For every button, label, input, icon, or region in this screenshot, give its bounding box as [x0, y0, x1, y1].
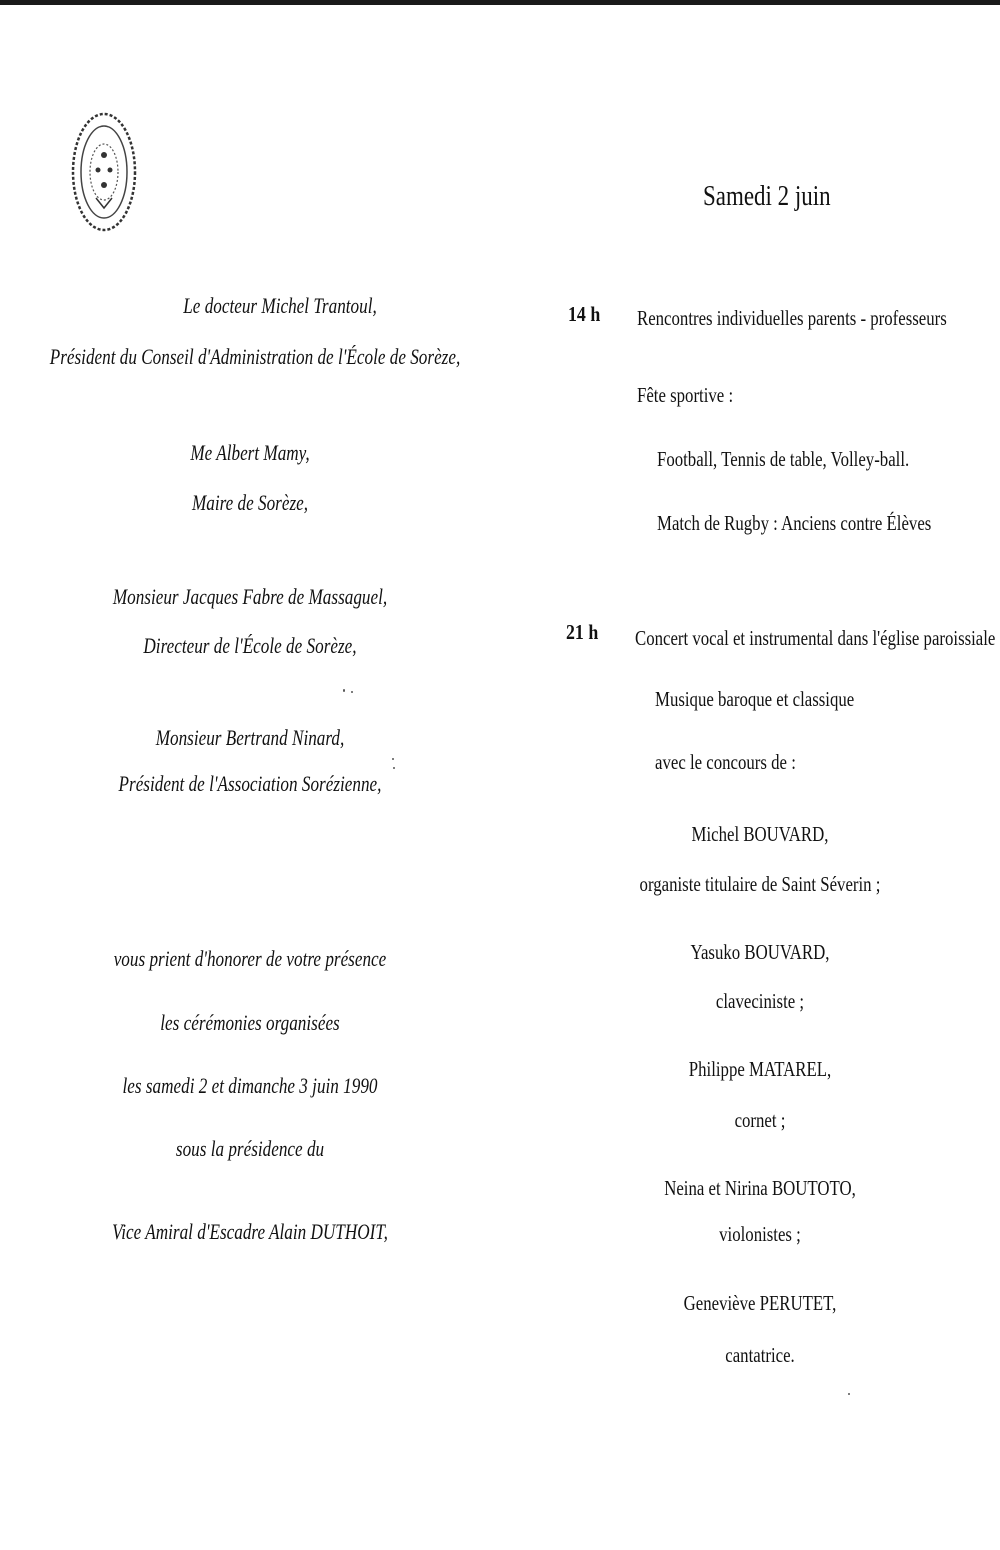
scan-speck: [351, 691, 353, 693]
scan-speck: [392, 758, 394, 760]
performer-role: organiste titulaire de Saint Séverin ;: [639, 872, 881, 896]
performer-name: Neina et Nirina BOUTOTO,: [664, 1176, 856, 1200]
scan-speck: [343, 689, 345, 692]
host-name: Monsieur Bertrand Ninard,: [155, 725, 345, 750]
event-title: Concert vocal et instrumental dans l'église paroissiale: [635, 626, 996, 650]
performer-name: Philippe MATAREL,: [688, 1057, 832, 1081]
invitation-line: sous la présidence du: [175, 1136, 325, 1161]
scan-speck: [848, 1393, 850, 1395]
program-day-heading: Samedi 2 juin: [703, 181, 831, 212]
invitation-line: vous prient d'honorer de votre présence: [113, 946, 387, 971]
invitation-line: les cérémonies organisées: [160, 1010, 340, 1035]
performer-name: Yasuko BOUVARD,: [690, 940, 830, 964]
host-title: Directeur de l'École de Sorèze,: [143, 633, 357, 658]
invitation-line: les samedi 2 et dimanche 3 juin 1990: [122, 1073, 378, 1098]
time-slot: 14 h: [568, 302, 601, 326]
performer-role: violonistes ;: [719, 1222, 801, 1246]
performer-role: claveciniste ;: [715, 989, 805, 1013]
page-top-border: [0, 0, 1000, 5]
event-subtitle: avec le concours de :: [655, 750, 796, 774]
performer-role: cornet ;: [734, 1108, 786, 1132]
scan-speck: [393, 767, 395, 769]
school-seal-logo: [70, 110, 138, 234]
event-item: Football, Tennis de table, Volley-ball.: [657, 447, 910, 471]
host-title: Maire de Sorèze,: [191, 490, 309, 515]
performer-name: Geneviève PERUTET,: [683, 1291, 837, 1315]
event-subtitle: Fête sportive :: [637, 383, 734, 407]
host-name: Le docteur Michel Trantoul,: [183, 293, 377, 318]
host-name: Monsieur Jacques Fabre de Massaguel,: [112, 584, 388, 609]
event-item: Match de Rugby : Anciens contre Élèves: [657, 511, 932, 535]
performer-role: cantatrice.: [725, 1343, 795, 1367]
host-name: Me Albert Mamy,: [190, 440, 310, 465]
event-title: Rencontres individuelles parents - professeurs: [637, 306, 947, 330]
performer-name: Michel BOUVARD,: [691, 822, 829, 846]
invitation-line: Vice Amiral d'Escadre Alain DUTHOIT,: [112, 1219, 388, 1244]
host-title: Président du Conseil d'Administration de l'École de Sorèze,: [49, 344, 461, 369]
host-title: Président de l'Association Sorézienne,: [118, 771, 382, 796]
event-subtitle: Musique baroque et classique: [655, 687, 855, 711]
time-slot: 21 h: [566, 620, 599, 644]
